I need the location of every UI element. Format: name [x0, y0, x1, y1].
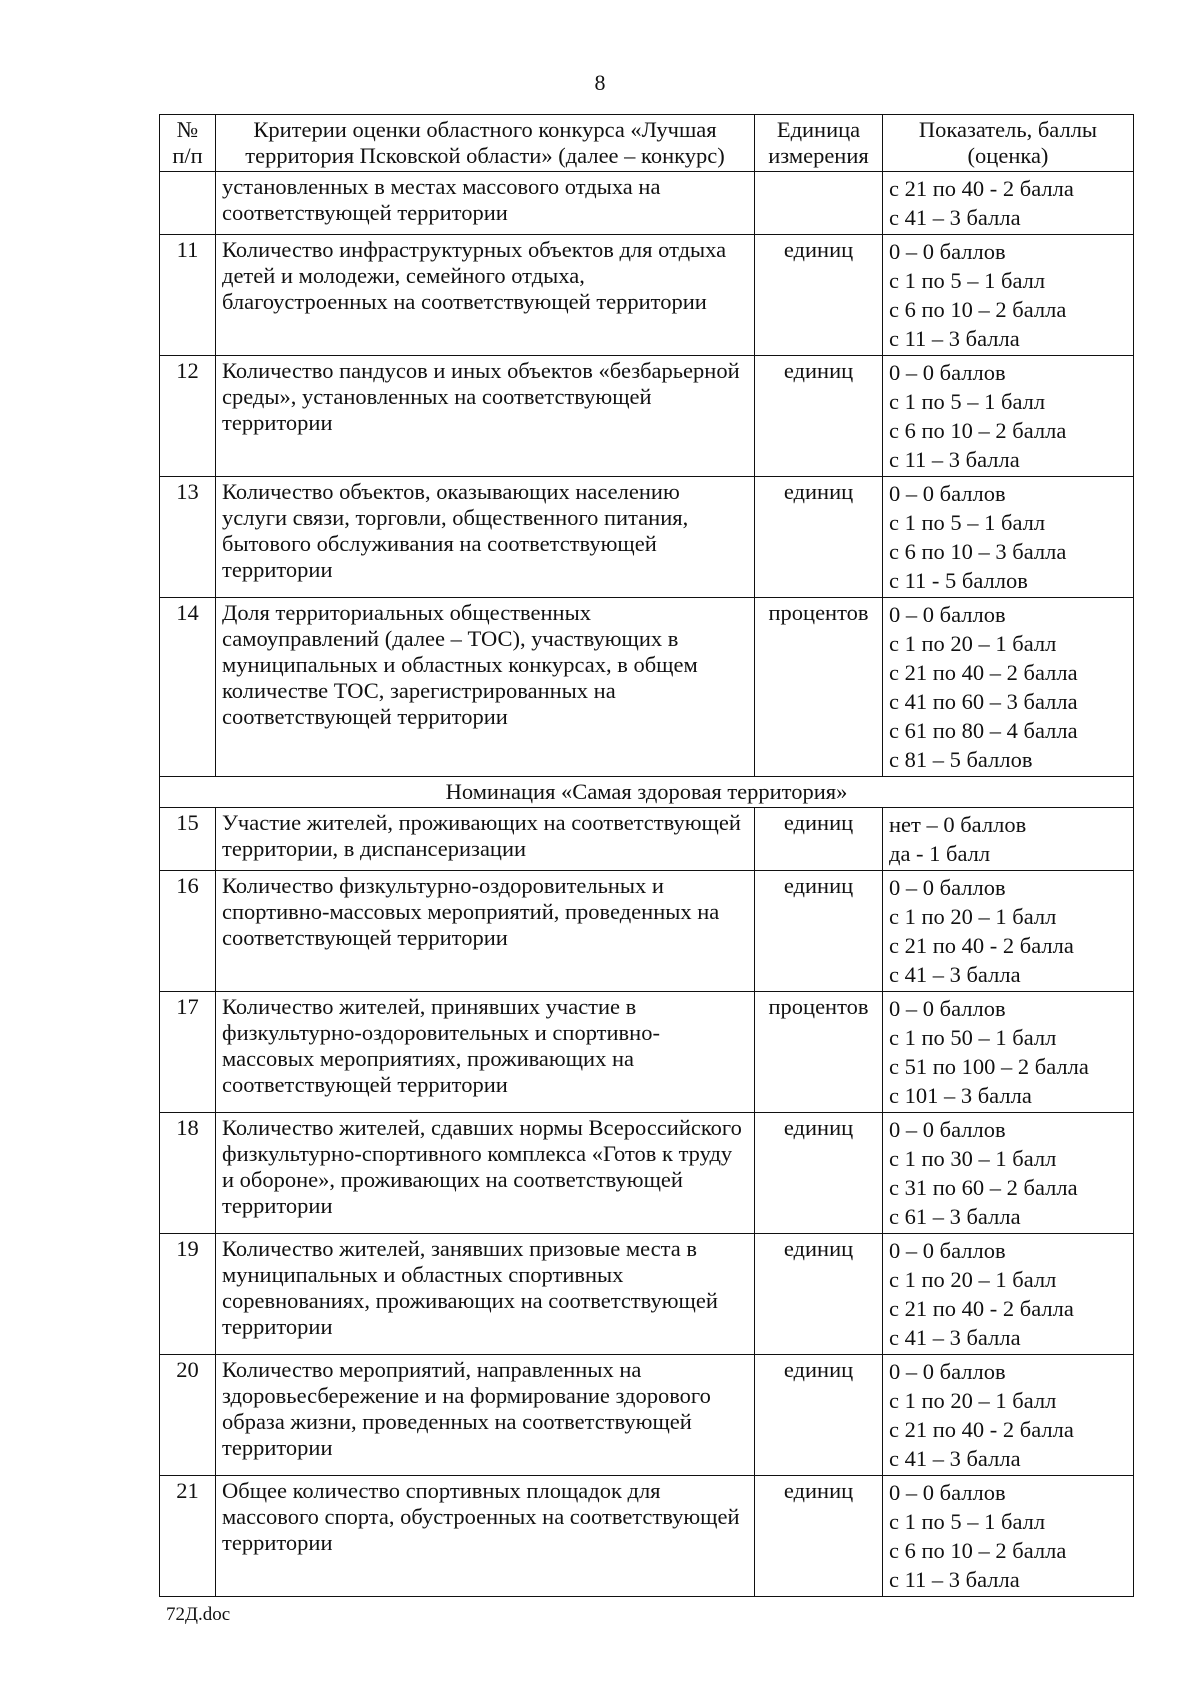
score-line: с 41 – 3 балла: [889, 1325, 1021, 1350]
row-number: [160, 172, 216, 235]
row-number: 13: [160, 477, 216, 598]
table-row: [160, 808, 1134, 871]
score-line: 0 – 0 баллов: [889, 602, 1006, 627]
score-line: с 81 – 5 баллов: [889, 747, 1033, 772]
score-line: 0 – 0 баллов: [889, 481, 1006, 506]
row-unit: единиц: [755, 1234, 883, 1355]
score-line: с 11 - 5 баллов: [889, 568, 1028, 593]
score-line: с 1 по 20 – 1 балл: [889, 631, 1057, 656]
row-criteria: Количество пандусов и иных объектов «безбарьерной среды», установленных на соответствующей территории: [216, 356, 755, 477]
row-number: 17: [160, 992, 216, 1113]
table-body: [160, 172, 1134, 1597]
row-scores: [883, 1476, 1134, 1597]
header-unit: Единица измерения: [755, 115, 883, 172]
row-scores: [883, 598, 1134, 777]
score-line: с 41 – 3 балла: [889, 1446, 1021, 1471]
row-criteria: Участие жителей, проживающих на соответствующей территории, в диспансеризации: [216, 808, 755, 871]
score-line: 0 – 0 баллов: [889, 1359, 1006, 1384]
header-score: Показатель, баллы (оценка): [883, 115, 1134, 172]
row-criteria: Количество жителей, занявших призовые места в муниципальных и областных спортивных соревнованиях, проживающих на соответствующей территории: [216, 1234, 755, 1355]
row-unit: процентов: [755, 992, 883, 1113]
row-scores: [883, 477, 1134, 598]
score-line: 0 – 0 баллов: [889, 239, 1006, 264]
table-row: [160, 477, 1134, 598]
score-line: с 11 – 3 балла: [889, 326, 1020, 351]
row-criteria: установленных в местах массового отдыха на соответствующей территории: [216, 172, 755, 235]
score-line: 0 – 0 баллов: [889, 1238, 1006, 1263]
row-number: 12: [160, 356, 216, 477]
score-line: с 6 по 10 – 2 балла: [889, 418, 1067, 443]
score-line: с 61 по 80 – 4 балла: [889, 718, 1078, 743]
score-line: с 101 – 3 балла: [889, 1083, 1032, 1108]
row-unit: единиц: [755, 871, 883, 992]
table-row: [160, 992, 1134, 1113]
nomination-title: Номинация «Самая здоровая территория»: [160, 777, 1134, 808]
row-unit: единиц: [755, 1476, 883, 1597]
row-number: 18: [160, 1113, 216, 1234]
score-line: с 21 по 40 – 2 балла: [889, 660, 1078, 685]
score-line: нет – 0 баллов: [889, 812, 1027, 837]
row-number: 19: [160, 1234, 216, 1355]
row-unit: единиц: [755, 1355, 883, 1476]
score-line: с 21 по 40 - 2 балла: [889, 933, 1074, 958]
nomination-row: [160, 777, 1134, 808]
row-scores: [883, 1234, 1134, 1355]
row-criteria: Количество жителей, принявших участие в физкультурно-оздоровительных и спортивно-массовых мероприятиях, проживающих на соответствующей территории: [216, 992, 755, 1113]
row-unit: единиц: [755, 356, 883, 477]
row-criteria: Общее количество спортивных площадок для массового спорта, обустроенных на соответствующей территории: [216, 1476, 755, 1597]
page-number: 8: [594, 70, 606, 95]
row-number: 11: [160, 235, 216, 356]
score-line: с 6 по 10 – 2 балла: [889, 1538, 1067, 1563]
score-line: да - 1 балл: [889, 841, 991, 866]
score-line: с 1 по 5 – 1 балл: [889, 1509, 1046, 1534]
table-row: [160, 172, 1134, 235]
row-criteria: Доля территориальных общественных самоуправлений (далее – ТОС), участвующих в муниципальных и областных конкурсах, в общем количестве ТОС, зарегистрированных на соответствующей территории: [216, 598, 755, 777]
score-line: с 41 – 3 балла: [889, 962, 1021, 987]
table-row: [160, 1113, 1134, 1234]
score-line: с 1 по 50 – 1 балл: [889, 1025, 1057, 1050]
row-unit: единиц: [755, 1113, 883, 1234]
row-number: 21: [160, 1476, 216, 1597]
row-scores: [883, 992, 1134, 1113]
score-line: с 21 по 40 - 2 балла: [889, 1296, 1074, 1321]
file-name-footer: 72Д.doc: [166, 1604, 231, 1625]
row-scores: [883, 172, 1134, 235]
score-line: с 21 по 40 - 2 балла: [889, 176, 1074, 201]
table-row: [160, 356, 1134, 477]
score-line: 0 – 0 баллов: [889, 996, 1006, 1021]
criteria-table: [159, 114, 1134, 1597]
table-row: [160, 598, 1134, 777]
score-line: с 21 по 40 - 2 балла: [889, 1417, 1074, 1442]
score-line: с 11 – 3 балла: [889, 447, 1020, 472]
table-row: [160, 1355, 1134, 1476]
row-number: 16: [160, 871, 216, 992]
score-line: 0 – 0 баллов: [889, 360, 1006, 385]
table-row: [160, 235, 1134, 356]
table-row: [160, 1234, 1134, 1355]
row-criteria: Количество объектов, оказывающих населению услуги связи, торговли, общественного питания, бытового обслуживания на соответствующей территории: [216, 477, 755, 598]
row-unit: единиц: [755, 235, 883, 356]
score-line: с 1 по 20 – 1 балл: [889, 904, 1057, 929]
row-scores: [883, 808, 1134, 871]
score-line: с 1 по 5 – 1 балл: [889, 268, 1046, 293]
row-scores: [883, 235, 1134, 356]
row-unit: [755, 172, 883, 235]
header-criteria: Критерии оценки областного конкурса «Лучшая территория Псковской области» (далее – конкурс): [216, 115, 755, 172]
row-scores: [883, 1113, 1134, 1234]
row-criteria: Количество физкультурно-оздоровительных и спортивно-массовых мероприятий, проведенных на соответствующей территории: [216, 871, 755, 992]
row-criteria: Количество инфраструктурных объектов для отдыха детей и молодежи, семейного отдыха, благоустроенных на соответствующей территории: [216, 235, 755, 356]
score-line: с 41 – 3 балла: [889, 205, 1021, 230]
row-unit: процентов: [755, 598, 883, 777]
row-unit: единиц: [755, 808, 883, 871]
row-scores: [883, 871, 1134, 992]
score-line: 0 – 0 баллов: [889, 1480, 1006, 1505]
table-row: [160, 871, 1134, 992]
score-line: с 6 по 10 – 2 балла: [889, 297, 1067, 322]
score-line: с 1 по 5 – 1 балл: [889, 389, 1046, 414]
table-row: [160, 1476, 1134, 1597]
row-number: 20: [160, 1355, 216, 1476]
score-line: с 1 по 20 – 1 балл: [889, 1267, 1057, 1292]
score-line: с 1 по 20 – 1 балл: [889, 1388, 1057, 1413]
score-line: с 61 – 3 балла: [889, 1204, 1021, 1229]
score-line: с 31 по 60 – 2 балла: [889, 1175, 1078, 1200]
row-unit: единиц: [755, 477, 883, 598]
header-num: № п/п: [160, 115, 216, 172]
score-line: с 1 по 5 – 1 балл: [889, 510, 1046, 535]
row-number: 14: [160, 598, 216, 777]
score-line: с 1 по 30 – 1 балл: [889, 1146, 1057, 1171]
row-number: 15: [160, 808, 216, 871]
score-line: 0 – 0 баллов: [889, 875, 1006, 900]
score-line: с 6 по 10 – 3 балла: [889, 539, 1067, 564]
row-scores: [883, 1355, 1134, 1476]
score-line: с 41 по 60 – 3 балла: [889, 689, 1078, 714]
table-header-row: [160, 115, 1134, 172]
row-scores: [883, 356, 1134, 477]
score-line: 0 – 0 баллов: [889, 1117, 1006, 1142]
score-line: с 51 по 100 – 2 балла: [889, 1054, 1089, 1079]
score-line: с 11 – 3 балла: [889, 1567, 1020, 1592]
row-criteria: Количество жителей, сдавших нормы Всероссийского физкультурно-спортивного комплекса «Готов к труду и обороне», проживающих на соответствующей территории: [216, 1113, 755, 1234]
row-criteria: Количество мероприятий, направленных на здоровьесбережение и на формирование здорового образа жизни, проведенных на соответствующей территории: [216, 1355, 755, 1476]
